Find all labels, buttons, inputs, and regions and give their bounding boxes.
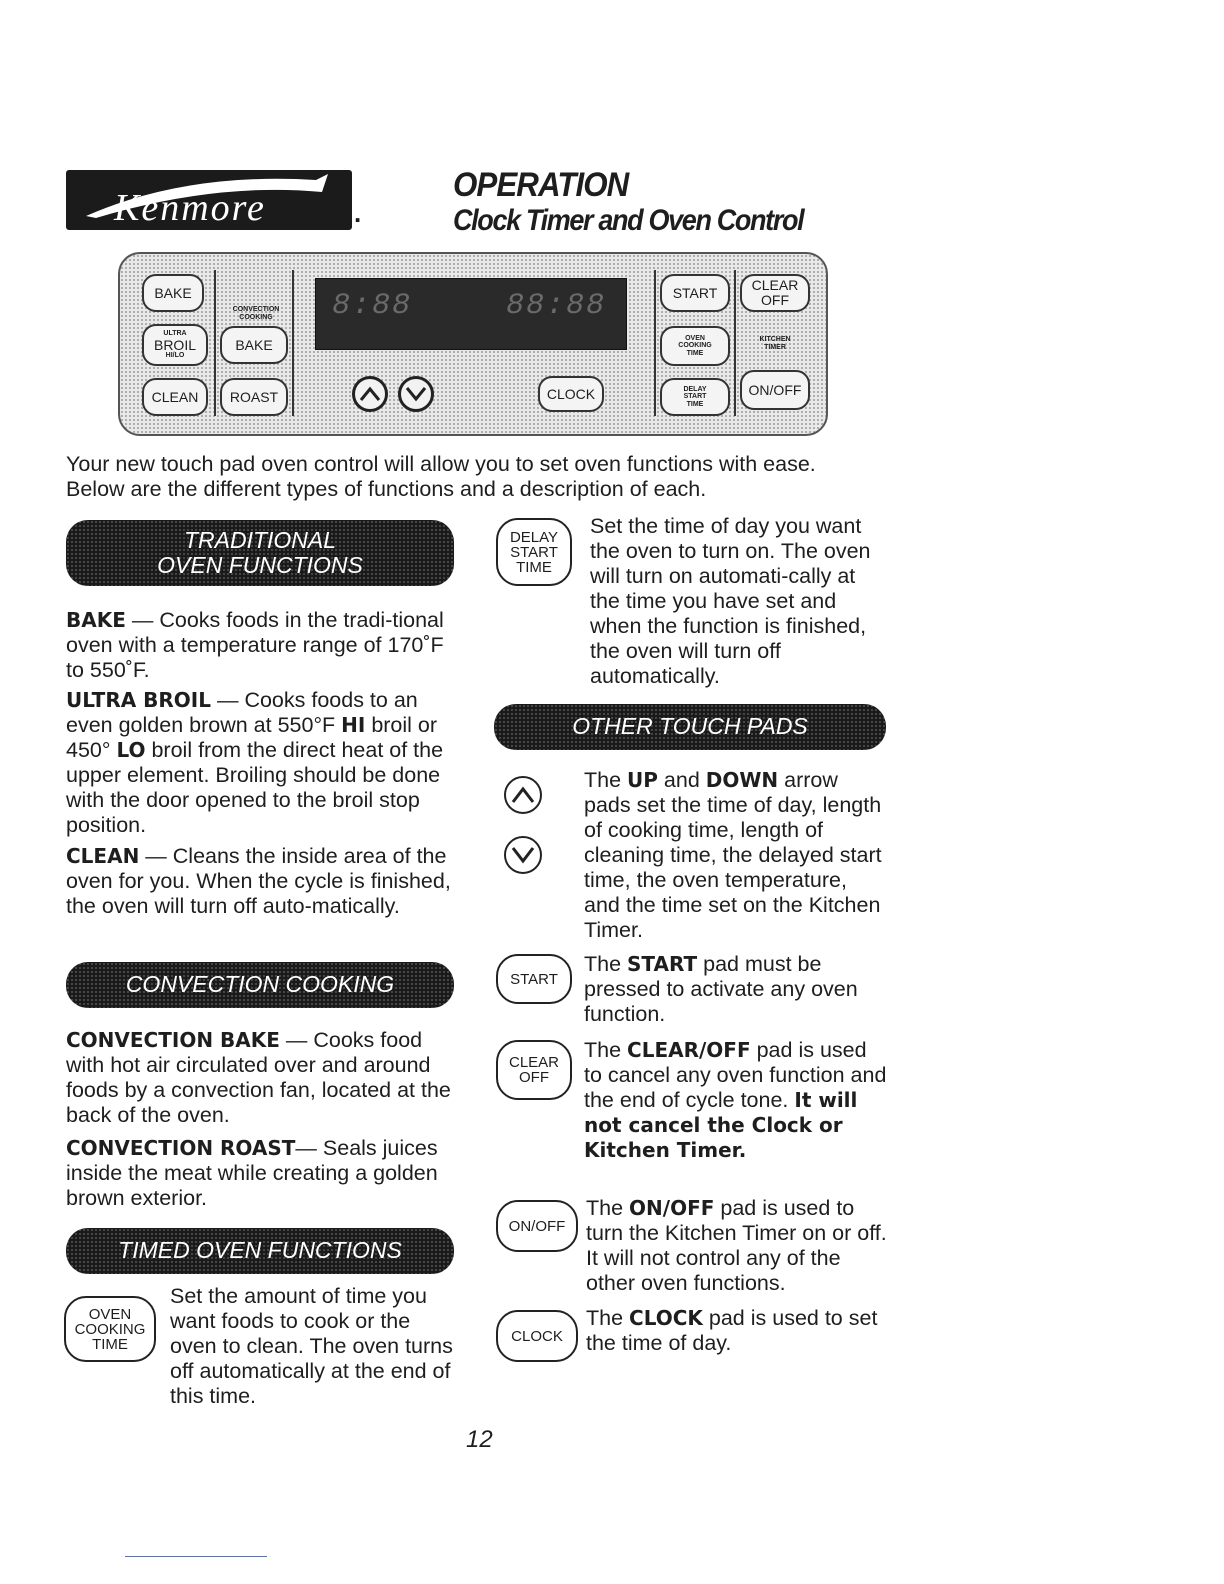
on-off-pad-icon: ON/OFF <box>496 1200 578 1252</box>
arrow-pads-description: The UP and DOWN arrow pads set the time of day, length of cooking time, length of cleaning time, the delayed start time, the oven temperature, and the time set on the Kitchen Timer. <box>584 768 882 942</box>
panel-convection-label: CONVECTION COOKING <box>232 306 280 321</box>
clock-pad-description: The CLOCK pad is used to set the time of day. <box>586 1306 878 1355</box>
panel-divider <box>654 270 656 416</box>
ultra-broil-description: ULTRA BROIL — Cooks foods to an even golden brown at 550°F HI broil or 450° LO broil from the direct heat of the upper element. Broiling should be done with the door opened to the broil stop position. <box>66 688 444 837</box>
clear-off-pad-icon: CLEAR OFF <box>496 1040 572 1100</box>
panel-clean-pad: CLEAN <box>142 378 208 416</box>
clock-pad-icon: CLOCK <box>496 1310 578 1362</box>
intro-line: Below are the different types of functions and a description of each. <box>66 477 707 501</box>
panel-conv-bake-pad: BAKE <box>220 326 288 364</box>
page-title: OPERATION <box>453 166 629 204</box>
panel-divider <box>734 270 736 416</box>
start-pad-icon: START <box>496 954 572 1004</box>
brand-name: Kenmore <box>114 187 266 229</box>
panel-bake-pad: BAKE <box>142 274 204 312</box>
convection-bake-description: CONVECTION BAKE — Cooks food with hot air circulated over and around foods by a convection fan, located at the back of the oven. <box>66 1028 451 1127</box>
oven-cooking-time-icon: OVEN COOKING TIME <box>64 1296 156 1362</box>
oven-cooking-time-description: Set the amount of time you want foods to cook or the oven to clean. The oven turns off automatically at the end of this time. <box>170 1284 453 1408</box>
other-touch-pads-banner: OTHER TOUCH PADS <box>494 704 886 750</box>
panel-clock-pad: CLOCK <box>538 376 604 412</box>
page-number: 12 <box>466 1426 493 1453</box>
panel-on-off-pad: ON/OFF <box>740 370 810 410</box>
start-pad-description: The START pad must be pressed to activate any oven function. <box>584 952 858 1026</box>
control-panel-illustration <box>118 252 828 436</box>
display-left-digits: 8:88 <box>332 289 413 323</box>
delay-start-time-icon: DELAY START TIME <box>496 518 572 586</box>
panel-clear-off-pad: CLEAR OFF <box>740 274 810 312</box>
panel-oven-cooking-time-pad: OVEN COOKING TIME <box>660 326 730 366</box>
traditional-oven-functions-banner: TRADITIONAL OVEN FUNCTIONS <box>66 520 454 586</box>
panel-delay-start-pad: DELAY START TIME <box>660 378 730 416</box>
brand-dot: . <box>354 198 362 228</box>
panel-up-arrow-icon <box>352 376 388 412</box>
footer-divider <box>125 1556 267 1557</box>
display-right-digits: 88:88 <box>506 289 607 323</box>
on-off-pad-description: The ON/OFF pad is used to turn the Kitchen Timer on or off. It will not control any of the other oven functions. <box>586 1196 887 1295</box>
panel-digital-display <box>315 278 627 350</box>
clear-off-pad-description: The CLEAR/OFF pad is used to cancel any oven function and the end of cycle tone. It will not cancel the Clock or Kitchen Timer. <box>584 1038 887 1162</box>
panel-divider <box>292 270 294 416</box>
convection-roast-description: CONVECTION ROAST— Seals juices inside the meat while creating a golden brown exterior. <box>66 1136 438 1210</box>
clean-description: CLEAN — Cleans the inside area of the oven for you. When the cycle is finished, the oven will turn off auto-matically. <box>66 844 451 918</box>
bake-description: BAKE — Cooks foods in the tradi-tional oven with a temperature range of 170˚F to 550˚F. <box>66 608 444 682</box>
panel-roast-pad: ROAST <box>220 378 288 416</box>
delay-start-description: Set the time of day you want the oven to turn on. The oven will turn on automati-cally at the time you have set and when the function is finished, the oven will turn off automatically. <box>590 514 871 688</box>
panel-down-arrow-icon <box>398 376 434 412</box>
intro-line: Your new touch pad oven control will allow you to set oven functions with ease. <box>66 452 816 476</box>
timed-oven-functions-banner: TIMED OVEN FUNCTIONS <box>66 1228 454 1274</box>
panel-start-pad: START <box>660 274 730 312</box>
panel-kitchen-timer-label: KITCHEN TIMER <box>759 336 791 351</box>
kenmore-logo <box>66 170 352 230</box>
down-arrow-icon <box>504 836 542 874</box>
page-subtitle: Clock Timer and Oven Control <box>453 204 804 237</box>
panel-divider <box>214 270 216 416</box>
convection-cooking-banner: CONVECTION COOKING <box>66 962 454 1008</box>
intro-text <box>66 452 896 502</box>
panel-broil-pad: ULTRA BROIL HI/LO <box>142 324 208 366</box>
up-arrow-icon <box>504 776 542 814</box>
